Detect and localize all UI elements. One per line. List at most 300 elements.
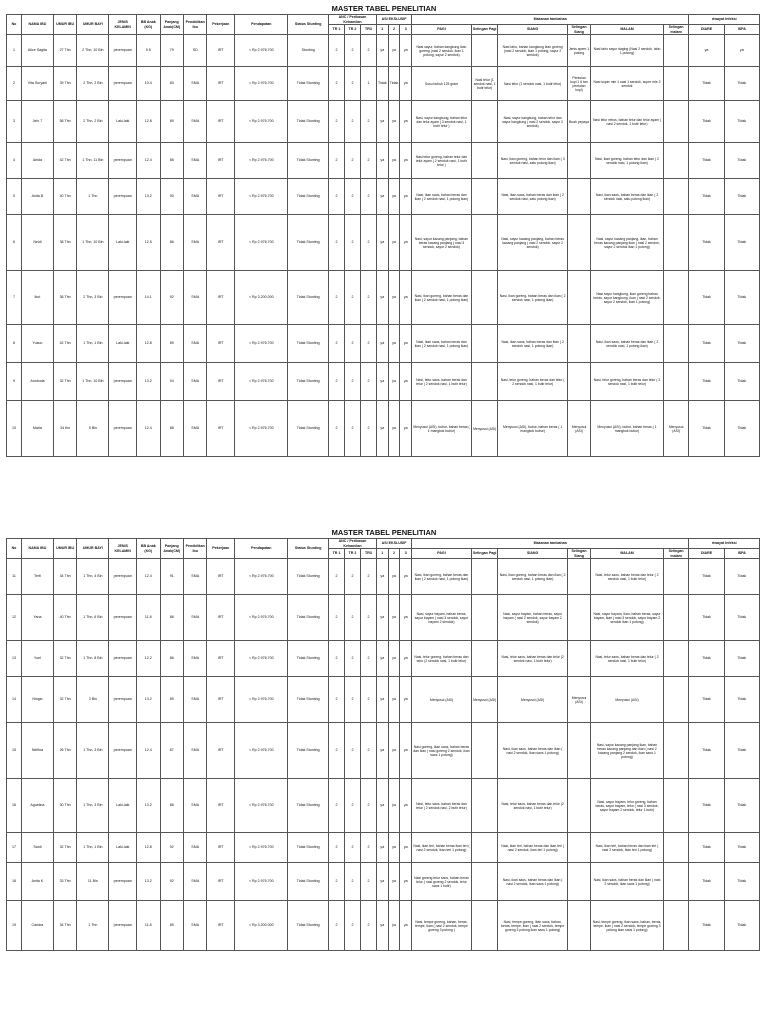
cell-pekerjaan: IRT xyxy=(207,401,235,457)
th-tr2: TR 2 xyxy=(344,25,360,35)
cell-tr1: 2 xyxy=(328,779,344,833)
th-pekerjaan: Pekerjaan xyxy=(207,539,235,559)
cell-umur-ibu: 27 Thn xyxy=(53,35,76,67)
th-asi: ASI EKSLUSIF xyxy=(376,539,411,549)
cell-jenis-kelamin: perempuan xyxy=(109,901,137,951)
cell-asi-2: ya xyxy=(388,101,400,143)
cell-selingan-pagi xyxy=(471,101,498,143)
cell-selingan-siang xyxy=(567,723,590,779)
cell-diare: Tidak xyxy=(689,641,724,677)
th-umur-bayi: UMUR BAYI xyxy=(77,539,109,559)
cell-jenis-kelamin: perempuan xyxy=(109,641,137,677)
cell-selingan-malam xyxy=(663,67,689,101)
cell-nama-ibu: Anita B xyxy=(21,179,53,215)
cell-malam: Nasi, ikan teri, bahan beras dan ikan teri ( nasi 2 sendok, ikan teri 1 potong) xyxy=(591,833,664,863)
cell-pendapatan: < Rp 2.976.700 xyxy=(235,677,288,723)
cell-panjang-anak: 89 xyxy=(160,901,183,951)
cell-selingan-pagi: Menyusui (ASI) xyxy=(471,401,498,457)
th-no: No xyxy=(7,15,22,35)
cell-asi-1: ya xyxy=(376,595,388,641)
cell-asi-3: ya xyxy=(400,325,412,363)
cell-pendapatan: < Rp 2.976.700 xyxy=(235,143,288,179)
th-nama: NAMA IBU xyxy=(21,539,53,559)
cell-siang: Nasi, tempe goreng, ikan saos, bahan, beras, tempe, ikan ( nasi 2 sendok, tempe goreng 3 potong ikan saos 1 potong) xyxy=(498,901,567,951)
cell-diare: Tidak xyxy=(689,101,724,143)
cell-ispa: Tidak xyxy=(724,215,759,271)
cell-siang: Nasi, telur saos, bahan beras dan telur (2 sendok nasi, 1 butir telur) xyxy=(498,779,567,833)
table-row xyxy=(7,677,760,723)
cell-asi-1: ya xyxy=(376,35,388,67)
cell-panjang-anak: 92 xyxy=(160,863,183,901)
th-pagi: PAGI xyxy=(412,549,472,559)
cell-asi-1: ya xyxy=(376,779,388,833)
cell-asi-2: ya xyxy=(388,325,400,363)
th-pendapatan: Pendapatan xyxy=(235,539,288,559)
cell-malam: Nasi, ikan saos, bahan beras dan ikan ( 2 sendok nasi, satu potong ikan) xyxy=(591,179,664,215)
cell-pekerjaan: IRT xyxy=(207,641,235,677)
cell-tr1: 2 xyxy=(328,833,344,863)
cell-asi-3: ya xyxy=(400,143,412,179)
cell-malam: Nasi, sayur kacang panjang ikan, bahan beras kacang panjang dan ikan ( nasi 2 kacang panjang 2 sendok, ikan saos 1 potong) xyxy=(591,723,664,779)
cell-pendidikan: SMA xyxy=(183,215,206,271)
cell-nama-ibu: Alice Sagita xyxy=(21,35,53,67)
cell-diare: Tidak xyxy=(689,723,724,779)
cell-pekerjaan: IRT xyxy=(207,363,235,401)
cell-diare: Tidak xyxy=(689,779,724,833)
th-jenis-kelamin: JENIS KELAMIN xyxy=(109,539,137,559)
cell-malam: Nasi, telur goreng, bahan beras dan telur ( 2 sendok nasi, 1 butir telur) xyxy=(591,363,664,401)
cell-malam: Nasi, ikan saos, bahan beras dan ikan ( 2 sendok nasi, 1 potong ikan) xyxy=(591,325,664,363)
cell-pekerjaan: IRT xyxy=(207,143,235,179)
cell-jenis-kelamin: perempuan xyxy=(109,35,137,67)
cell-jenis-kelamin: Laki-laki xyxy=(109,779,137,833)
cell-diare: Tidak xyxy=(689,833,724,863)
cell-nama-ibu: Jein 7 xyxy=(21,101,53,143)
cell-tr1: 2 xyxy=(328,179,344,215)
table-row xyxy=(7,271,760,325)
cell-selingan-pagi xyxy=(471,559,498,595)
cell-umur-ibu: 39 Thn xyxy=(53,67,76,101)
cell-malam: Nasi, ikan saos, bahan beras dan ikan ( nasi 2 sendok, ikan saos 1 potong) xyxy=(591,863,664,901)
cell-panjang-anak: 87 xyxy=(160,723,183,779)
cell-asi-3: ya xyxy=(400,779,412,833)
cell-selingan-malam xyxy=(663,325,689,363)
cell-bb-anak: 13.2 xyxy=(137,779,160,833)
cell-asi-3: ya xyxy=(400,271,412,325)
cell-nama-ibu: Nelfina xyxy=(21,723,53,779)
cell-diare: Tidak xyxy=(689,179,724,215)
cell-pekerjaan: IRT xyxy=(207,67,235,101)
cell-asi-1: ya xyxy=(376,179,388,215)
cell-pekerjaan: IRT xyxy=(207,271,235,325)
cell-status-stunting: Tidak Stunting xyxy=(288,901,329,951)
cell-status-stunting: Tidak Stunting xyxy=(288,401,329,457)
cell-pendidikan: SMA xyxy=(183,677,206,723)
cell-nama-ibu: Anita K xyxy=(21,863,53,901)
cell-no: 19 xyxy=(7,901,22,951)
cell-pekerjaan: IRT xyxy=(207,901,235,951)
cell-status-stunting: Stunting xyxy=(288,35,329,67)
th-selingan-malam: Selingan malam xyxy=(663,549,689,559)
cell-ispa: Tidak xyxy=(724,723,759,779)
th-tr1: TR 1 xyxy=(328,25,344,35)
cell-no: 10 xyxy=(7,401,22,457)
cell-selingan-siang xyxy=(567,833,590,863)
cell-malam: Nasi, telur saos, bahan beras dan telur ( 2 sendok nasi, 1 butir telur) xyxy=(591,559,664,595)
cell-panjang-anak: 86 xyxy=(160,595,183,641)
table-row xyxy=(7,901,760,951)
cell-pendidikan: SMA xyxy=(183,271,206,325)
cell-pekerjaan: IRT xyxy=(207,723,235,779)
cell-asi-2: ya xyxy=(388,401,400,457)
cell-selingan-malam xyxy=(663,271,689,325)
cell-jenis-kelamin: perempuan xyxy=(109,363,137,401)
cell-selingan-pagi xyxy=(471,595,498,641)
cell-umur-ibu: 26 Thn xyxy=(53,723,76,779)
cell-no: 8 xyxy=(7,325,22,363)
cell-ispa: Tidak xyxy=(724,363,759,401)
cell-pendidikan: SMA xyxy=(183,143,206,179)
th-selingan-pagi: Selingan Pagi xyxy=(471,25,498,35)
cell-tr1: 2 xyxy=(328,677,344,723)
cell-tr1: 2 xyxy=(328,595,344,641)
cell-selingan-pagi: Menyusui (ASI) xyxy=(471,677,498,723)
cell-umur-ibu: 42 Thn xyxy=(53,143,76,179)
cell-asi-2: ya xyxy=(388,595,400,641)
cell-ispa: Tidak xyxy=(724,833,759,863)
cell-tr2: 2 xyxy=(344,35,360,67)
cell-asi-2: ya xyxy=(388,723,400,779)
cell-diare: Tidak xyxy=(689,67,724,101)
cell-ispa: Tidak xyxy=(724,401,759,457)
cell-nama-ibu: Santi xyxy=(21,833,53,863)
th-diare: DIARE xyxy=(689,549,724,559)
cell-selingan-pagi xyxy=(471,325,498,363)
cell-malam: Menyusui (ASI) xyxy=(591,677,664,723)
cell-asi-1: ya xyxy=(376,677,388,723)
cell-bb-anak: 13.2 xyxy=(137,179,160,215)
cell-status-stunting: Tidak Stunting xyxy=(288,641,329,677)
th-umur-ibu: UMUR IBU xyxy=(53,15,76,35)
cell-asi-2: ya xyxy=(388,641,400,677)
cell-siang: Nasi, ikan goreng, bahan beras dan ikan ( 2 sendok nasi, 1 potong ikan) xyxy=(498,271,567,325)
cell-asi-2: ya xyxy=(388,179,400,215)
th-anc: ANC / Perikasan Kehamilan xyxy=(328,15,376,25)
th-siang: SIANG xyxy=(498,549,567,559)
cell-selingan-pagi xyxy=(471,723,498,779)
table-row xyxy=(7,723,760,779)
cell-tr1: 2 xyxy=(328,863,344,901)
cell-pagi: Nasi, telur saos, bahan beras dan telur ( 2 sendok nasi, 1 butir telur) xyxy=(412,363,472,401)
cell-asi-2: ya xyxy=(388,863,400,901)
cell-ispa: Tidak xyxy=(724,67,759,101)
sheet-title: MASTER TABEL PENELITIAN xyxy=(331,528,437,537)
cell-umur-ibu: 33 Thn xyxy=(53,863,76,901)
cell-umur-bayi: 1 Thn xyxy=(77,901,109,951)
cell-panjang-anak: 92 xyxy=(160,833,183,863)
cell-bb-anak: 12.4 xyxy=(137,723,160,779)
cell-tr2: 2 xyxy=(344,559,360,595)
cell-selingan-pagi xyxy=(471,179,498,215)
cell-tr3: 2 xyxy=(360,723,376,779)
cell-tr2: 2 xyxy=(344,401,360,457)
cell-pekerjaan: IRT xyxy=(207,833,235,863)
cell-tr2: 2 xyxy=(344,143,360,179)
cell-selingan-pagi xyxy=(471,641,498,677)
cell-bb-anak: 14.1 xyxy=(137,271,160,325)
cell-tr3: 2 xyxy=(360,215,376,271)
cell-asi-3: ya xyxy=(400,67,412,101)
cell-siang: Nasi, sayur bayam, bahan beras, sayur bayam ( nasi 2 sendok, sayur bayam 2 sendok) xyxy=(498,595,567,641)
cell-pagi: Susu bubuk 125 gram xyxy=(412,67,472,101)
cell-nama-ibu: Ningsi xyxy=(21,677,53,723)
cell-selingan-pagi xyxy=(471,215,498,271)
cell-tr1: 2 xyxy=(328,325,344,363)
cell-umur-ibu: 40 Thn xyxy=(53,179,76,215)
cell-no: 3 xyxy=(7,101,22,143)
cell-pendapatan: < Rp 3.200.000 xyxy=(235,271,288,325)
table-body-1 xyxy=(7,35,760,457)
cell-asi-3: ya xyxy=(400,863,412,901)
cell-ispa: Tidak xyxy=(724,325,759,363)
cell-pendidikan: SMA xyxy=(183,595,206,641)
cell-status-stunting: Tidak Stunting xyxy=(288,101,329,143)
sheet-title: MASTER TABEL PENELITIAN xyxy=(331,4,437,13)
cell-malam: Nasi, tempe goreng, ikan saos, bahan, beras, tempe, ikan ( nasi 2 sendok, tempe goreng 3 potong ikan saos 1 potong) xyxy=(591,901,664,951)
cell-pendidikan: SMA xyxy=(183,863,206,901)
cell-bb-anak: 9.5 xyxy=(137,35,160,67)
cell-malam: Nasi super mie 1 nasi 1 sendok, super mie 2 sendok xyxy=(591,67,664,101)
cell-pagi: Nasi, ikan teri, bahan beras ikan teri ( nasi 2 sendok, ikan teri 1 potong) xyxy=(412,833,472,863)
cell-pekerjaan: IRT xyxy=(207,595,235,641)
th-jenis-kelamin: JENIS KELAMIN xyxy=(109,15,137,35)
th-tr3: TR3 xyxy=(360,25,376,35)
cell-asi-2: ya xyxy=(388,271,400,325)
cell-tr3: 2 xyxy=(360,863,376,901)
th-selingan-pagi: Selingan Pagi xyxy=(471,549,498,559)
cell-malam: Nasi, telur saos, bahan beras dan telur ( 2 sendok nasi, 1 butir telur) xyxy=(591,641,664,677)
cell-status-stunting: Tidak Stunting xyxy=(288,271,329,325)
cell-tr2: 2 xyxy=(344,677,360,723)
cell-ispa: Tidak xyxy=(724,779,759,833)
cell-asi-2: ya xyxy=(388,363,400,401)
cell-asi-3: ya xyxy=(400,595,412,641)
cell-selingan-pagi xyxy=(471,363,498,401)
cell-umur-bayi: 1 Thn, 10 Bln xyxy=(77,363,109,401)
cell-tr1: 2 xyxy=(328,271,344,325)
cell-asi-1: ya xyxy=(376,101,388,143)
cell-diare: Tidak xyxy=(689,863,724,901)
cell-pekerjaan: IRT xyxy=(207,215,235,271)
cell-bb-anak: 12.8 xyxy=(137,101,160,143)
cell-nama-ibu: Aelda xyxy=(21,143,53,179)
cell-umur-ibu: 32 Thn xyxy=(53,641,76,677)
cell-panjang-anak: 88 xyxy=(160,401,183,457)
cell-umur-bayi: 1 Thn, 11 Bln xyxy=(77,143,109,179)
cell-umur-bayi: 1 Thn xyxy=(77,179,109,215)
cell-status-stunting: Tidak Stunting xyxy=(288,863,329,901)
cell-selingan-siang xyxy=(567,641,590,677)
cell-bb-anak: 12.4 xyxy=(137,143,160,179)
cell-asi-2: ya xyxy=(388,215,400,271)
cell-pendidikan: SMA xyxy=(183,67,206,101)
cell-pagi: Nasi, sayur kacang panjang, bahan beras kacang panjang ( nasi 3 sendok, sayur 2 sendok) xyxy=(412,215,472,271)
cell-pendidikan: SMA xyxy=(183,779,206,833)
cell-asi-1: ya xyxy=(376,215,388,271)
table-row xyxy=(7,779,760,833)
cell-ispa: Tidak xyxy=(724,271,759,325)
th-pekerjaan: Pekerjaan xyxy=(207,15,235,35)
cell-pendapatan: < Rp 2.976.700 xyxy=(235,35,288,67)
cell-pendapatan: < Rp 2.976.700 xyxy=(235,559,288,595)
cell-selingan-malam: Menyusui (ASI) xyxy=(663,401,689,457)
cell-selingan-pagi: Nasi telur (1 sendok nasi, 1 butir telur) xyxy=(471,67,498,101)
cell-tr2: 2 xyxy=(344,779,360,833)
th-pagi: PAGI xyxy=(412,25,472,35)
cell-asi-3: ya xyxy=(400,363,412,401)
cell-jenis-kelamin: perempuan xyxy=(109,143,137,179)
cell-pendidikan: SMA xyxy=(183,559,206,595)
cell-pendapatan: < Rp 2.976.700 xyxy=(235,179,288,215)
cell-umur-ibu: 30 Thn xyxy=(53,779,76,833)
cell-asi-3: ya xyxy=(400,559,412,595)
cell-selingan-pagi xyxy=(471,143,498,179)
cell-pagi: Nasi, sayur kangkung, bahan telur dan telur ayam ( 3 sendok nasi, 1 butir telur ) xyxy=(412,101,472,143)
cell-diare: Tidak xyxy=(689,325,724,363)
cell-pagi: Nasi goreng telur saos, bahan beras telur ( nasi goreng 2 sendok, telur saos 1 butir) xyxy=(412,863,472,901)
th-status: Status Stunting xyxy=(288,15,329,35)
th-pendidikan: Pendidikan Ibu xyxy=(183,539,206,559)
cell-ispa: Tidak xyxy=(724,595,759,641)
cell-tr2: 2 xyxy=(344,723,360,779)
cell-asi-1: ya xyxy=(376,723,388,779)
cell-jenis-kelamin: Laki-laki xyxy=(109,101,137,143)
cell-asi-3: ya xyxy=(400,35,412,67)
cell-selingan-malam xyxy=(663,179,689,215)
cell-siang: Nasi, ikan teri, bahan beras dan ikan teri ( nasi 2 sendok, ikan teri 1 potong) xyxy=(498,833,567,863)
cell-asi-3: ya xyxy=(400,641,412,677)
cell-panjang-anak: 91 xyxy=(160,559,183,595)
cell-pagi: Nasi, ikan goreng, bahan beras dan ikan ( 2 sendok nasi, 1 potong ikan) xyxy=(412,271,472,325)
cell-jenis-kelamin: perempuan xyxy=(109,401,137,457)
cell-pagi: Nasi, telur saos, bahan beras dan telur ( 2 sendok nasi, 2 butir telur) xyxy=(412,779,472,833)
cell-nama-ibu: Yusuo xyxy=(21,325,53,363)
cell-asi-1: ya xyxy=(376,325,388,363)
cell-asi-3: ya xyxy=(400,677,412,723)
cell-pagi: Menyusui (ASI), bubur, bahan beras ( 1 mangkok bubur) xyxy=(412,401,472,457)
cell-selingan-malam xyxy=(663,833,689,863)
cell-tr3: 2 xyxy=(360,179,376,215)
cell-pendidikan: SMA xyxy=(183,401,206,457)
cell-status-stunting: Tidak Stunting xyxy=(288,143,329,179)
cell-diare: Tidak xyxy=(689,595,724,641)
cell-selingan-pagi xyxy=(471,901,498,951)
table-row xyxy=(7,401,760,457)
cell-status-stunting: Tidak Stunting xyxy=(288,677,329,723)
cell-asi-1: ya xyxy=(376,271,388,325)
cell-tr1: 2 xyxy=(328,641,344,677)
cell-selingan-pagi xyxy=(471,271,498,325)
cell-panjang-anak: 86 xyxy=(160,215,183,271)
cell-selingan-malam xyxy=(663,559,689,595)
cell-bb-anak: 12.8 xyxy=(137,833,160,863)
cell-tr1: 2 xyxy=(328,143,344,179)
th-asi-3: 3 xyxy=(400,25,412,35)
cell-bb-anak: 12.4 xyxy=(137,559,160,595)
th-asi-3: 3 xyxy=(400,549,412,559)
cell-status-stunting: Tidak Stunting xyxy=(288,779,329,833)
cell-nama-ibu: Candra xyxy=(21,901,53,951)
th-selingan-malam: Selingan malam xyxy=(663,25,689,35)
cell-bb-anak: 13.2 xyxy=(137,677,160,723)
th-bb: BB Anak (KG) xyxy=(137,539,160,559)
cell-selingan-pagi xyxy=(471,779,498,833)
th-pb: Panjang Anak(CM) xyxy=(160,15,183,35)
cell-jenis-kelamin: perempuan xyxy=(109,67,137,101)
cell-diare: Tidak xyxy=(689,901,724,951)
cell-no: 2 xyxy=(7,67,22,101)
cell-status-stunting: Tidak Stunting xyxy=(288,179,329,215)
cell-tr1: 2 xyxy=(328,363,344,401)
cell-umur-bayi: 1 Thn, 3 Bln xyxy=(77,779,109,833)
cell-tr3: 2 xyxy=(360,677,376,723)
sheet-2 xyxy=(0,528,768,951)
cell-asi-2: Tidak xyxy=(388,67,400,101)
cell-pendidikan: SMA xyxy=(183,363,206,401)
table-row xyxy=(7,559,760,595)
th-makanan: Makanan tambahan xyxy=(412,15,689,25)
cell-asi-3: ya xyxy=(400,101,412,143)
cell-tr2: 2 xyxy=(344,863,360,901)
cell-nama-ibu: Yuel xyxy=(21,641,53,677)
cell-diare: Tidak xyxy=(689,559,724,595)
cell-siang: Nasi telur (1 sendok nasi, 1 butir telur) xyxy=(498,67,567,101)
cell-tr1: 2 xyxy=(328,401,344,457)
cell-pendapatan: < Rp 2.976.700 xyxy=(235,215,288,271)
cell-diare: Tidak xyxy=(689,401,724,457)
cell-panjang-anak: 83 xyxy=(160,67,183,101)
cell-jenis-kelamin: Laki-laki xyxy=(109,215,137,271)
cell-status-stunting: Tidak Stunting xyxy=(288,595,329,641)
cell-siang: Nasi, ikan saos, bahan beras dan ikan ( nasi 2 sendok, ikan saos 1 potong) xyxy=(498,723,567,779)
cell-siang: Nasi, ikan saos, bahan beras dan ikan ( nasi 2 sendok, ikan saos 1 potong) xyxy=(498,863,567,901)
cell-tr2: 2 xyxy=(344,67,360,101)
table-row xyxy=(7,833,760,863)
cell-umur-bayi: 2 Thn, 2 Bln xyxy=(77,67,109,101)
cell-selingan-malam xyxy=(663,641,689,677)
cell-selingan-malam xyxy=(663,215,689,271)
table-row xyxy=(7,179,760,215)
cell-tr2: 2 xyxy=(344,363,360,401)
cell-no: 7 xyxy=(7,271,22,325)
cell-tr2: 2 xyxy=(344,641,360,677)
cell-status-stunting: Tidak Stunting xyxy=(288,215,329,271)
cell-umur-bayi: 1 Thn, 4 Bln xyxy=(77,559,109,595)
cell-pendidikan: SMA xyxy=(183,833,206,863)
cell-ispa: Tidak xyxy=(724,143,759,179)
cell-no: 12 xyxy=(7,595,22,641)
table-row xyxy=(7,101,760,143)
th-pb: Panjang Anak(CM) xyxy=(160,539,183,559)
cell-tr2: 2 xyxy=(344,101,360,143)
cell-selingan-siang xyxy=(567,559,590,595)
cell-asi-2: ya xyxy=(388,901,400,951)
cell-siang: Nasi, ikan goreng, bahan beras dan ikan ( 2 sendok nasi, 1 potong ikan) xyxy=(498,559,567,595)
cell-umur-bayi: 11 Bln xyxy=(77,863,109,901)
cell-selingan-siang xyxy=(567,325,590,363)
cell-pendapatan: < Rp 2.976.700 xyxy=(235,595,288,641)
cell-selingan-malam xyxy=(663,901,689,951)
